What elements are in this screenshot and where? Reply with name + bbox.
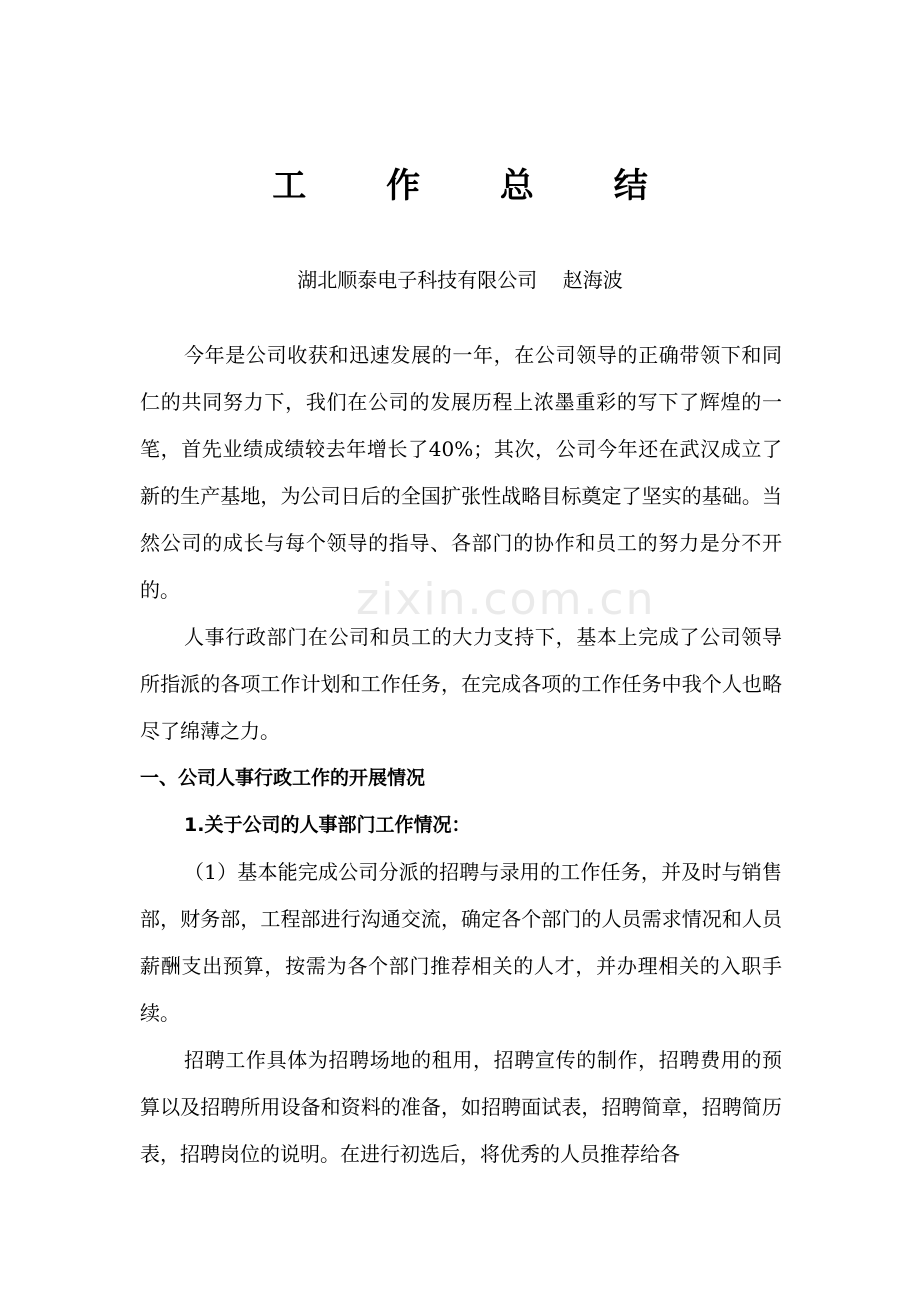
recruitment-detail-paragraph: 招聘工作具体为招聘场地的租用，招聘宣传的制作，招聘费用的预算以及招聘所用设备和资料的准备，如招聘面试表，招聘简章，招聘简历表，招聘岗位的说明。在进行初选后，将优秀的人员推荐给各: [140, 1048, 782, 1166]
document-title: 工 作 总 结: [272, 166, 682, 206]
watermark: zixin.com.cn: [356, 574, 656, 625]
document-body: [140, 332, 782, 1178]
author-line: 湖北顺泰电子科技有限公司 赵海波: [297, 268, 623, 292]
subsection-heading: 1.关于公司的人事部门工作情况：: [184, 814, 471, 836]
intro-paragraph: 今年是公司收获和迅速发展的一年，在公司领导的正确带领下和同仁的共同努力下，我们在公司的发展历程上浓墨重彩的写下了辉煌的一笔，首先业绩成绩较去年增长了40%；其次，公司今年还在武汉成立了新的生产基地，为公司日后的全国扩张性战略目标奠定了坚实的基础。当然公司的成长与每个领导的指导、各部门的协作和员工的努力是分不开的。: [140, 343, 782, 602]
department-paragraph: 人事行政部门在公司和员工的大力支持下，基本上完成了公司领导所指派的各项工作计划和工作任务，在完成各项的工作任务中我个人也略尽了绵薄之力。: [140, 625, 782, 743]
section-heading: 一、公司人事行政工作的开展情况: [140, 767, 426, 789]
recruitment-paragraph: （1）基本能完成公司分派的招聘与录用的工作任务，并及时与销售部，财务部，工程部进行沟通交流，确定各个部门的人员需求情况和人员薪酬支出预算，按需为各个部门推荐相关的人才，并办理相关的入职手续。: [140, 860, 782, 1025]
